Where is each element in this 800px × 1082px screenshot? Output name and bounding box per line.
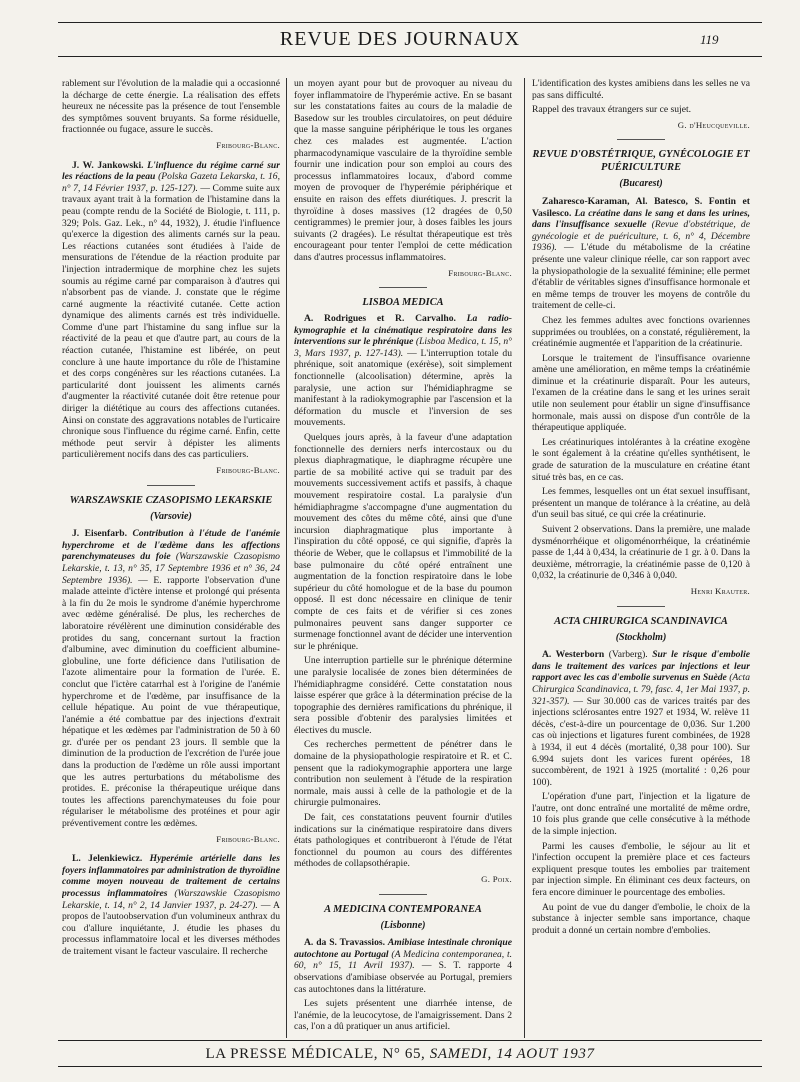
- section-divider: [617, 139, 665, 140]
- signature: Fribourg-Blanc.: [216, 833, 280, 844]
- article-title: Sur le risque d'embolie dans le traitement des varices par injections et leur rapport avec les cas d'embolie survenus en Suède: [532, 649, 750, 684]
- section-city: (Varsovie): [150, 510, 192, 522]
- header-rule-top: [58, 22, 762, 23]
- column-divider-1: [286, 78, 287, 1038]
- article-title: Amibiase intestinale chronique autochtone au Portugal: [294, 937, 512, 960]
- article-author: Zaharesco-Karaman, Al. Batesco, S. Fontin et Vasilesco.: [532, 195, 750, 219]
- page-title: REVUE DES JOURNAUX: [279, 28, 521, 50]
- paragraph: Suivent 2 observations. Dans la première, une malade dysménorrhéique et oligoménorrhéique, la créatinémie passe de 1,44 à 0,434, la créatinurie de 1 gr. à 0. Dans la deuxième, métrorragie, la créatinémie passe de 0,120 à 0,032, la créatinurie de 0,346 à 0,040.: [532, 524, 750, 582]
- paragraph: — E. rapporte l'observation d'une malade atteinte d'ictère intense et prolongé qui présenta à la fin du 2e mois le syndrome d'anémie hyperchrome avec œdème généralisé. De plus, les recherches de laboratoire révélèrent une diminution considérable des protides du sang, concernant surtout la fraction d'albumine, avec diminution du coefficient albumine-globuline, une forte déficience dans l'utilisation de l'azote alimentaire pour la formation de l'urée. E. conclut que l'ictère catarrhal est à l'origine de l'anémie hyperchrome et de l'œdème, par insuffisance de la cellule hépatique. Au point de vue thérapeutique, l'anémie a été combattue par des injections d'extrait hépatique et les œdèmes par l'administration de 50 à 60 gr. d'urée per os pendant 23 jours. Il semble que la diminution de la production de l'excrétion de l'urée joue dans la production de l'œdème un rôle aussi important que les autres perturbations du métabolisme des protides. E. préconise la thérapeutique uréique dans toutes les affections parenchymateuses du foie pour régulariser le métabolisme des protéines et pour agir préventivement contre les œdèmes.: [62, 574, 280, 830]
- article-heading: [62, 853, 280, 957]
- paragraph: Ces recherches permettent de pénétrer dans le domaine de la physiopathologie respiratoire et R. et C. pensent que la radiokymographie apportera une large contribution non seulement à l'étude de la respiration normale, mais aussi à celle de la pathologie et de la chirurgie pulmonaires.: [294, 739, 512, 809]
- section-city: (Stockholm): [615, 631, 667, 643]
- article-heading: [532, 649, 750, 788]
- paragraph: — Sur 30.000 cas de varices traités par des injections sclérosantes entre 1927 et 1934, W. relève 11 décès, c'est-à-dire un pourcentage de 0,036. Sur 1.200 cas où injections et ligatures furent combinées, de 1928 à 1934, il eut 4 décès (mortalité, 0,38 pour 100). Sur 6.994 sujets dont les varices furent opérées, 18 succombèrent, de 1921 à 1925 (mortalité : 0,26 pour 100).: [532, 695, 750, 788]
- paragraph: Quelques jours après, à la faveur d'une adaptation fonctionnelle des derniers nerfs intercostaux ou du plexus diaphragmatique, le diaphragme récupère une partie de sa mobilité active qui se traduit par des mouvements successivement actifs et passifs, à chaque mouvement respiratoire costal. La paralysie d'un hémidiaphragme s'accompagne d'une augmentation du mouvement des côtes du même côté, ainsi que d'une incursion diaphragmatique plus importante à l'inspiration du côté opposé, ce qui signifie, d'après la théorie de Weber, que le collapsus et l'immobilité de la base pulmonaire du côté opéré entraînent une augmentation de la fonction respiratoire dans le lobe supérieur du côté homologue et de la base du poumon opposé. Il est donc nécessaire en clinique de tenir compte de ces faits et de vérifier si ces zones pulmonaires peuvent sans danger supporter ce surmenage fonctionnel avant de décider une intervention sur le phrénique.: [294, 432, 512, 652]
- article-title: Hyperémie artérielle dans les foyers inflammatoires par administration de thyroïdine comme moyen nouveau de traitement de certains processus inflammatoires: [62, 853, 280, 899]
- article-source: (Acta Chirurgica Scandinavica, t. 79, fasc. 4, 1er Mai 1937, p. 321-357).: [532, 672, 750, 707]
- column-divider-2: [524, 78, 525, 1038]
- article-title: Contribution à l'étude de l'anémie hyperchrome et de l'œdème dans les affections parenchymateuses du foie: [62, 528, 280, 563]
- article-source: (A Medicina contemporanea, t. 60, n° 15, 11 Avril 1937).: [294, 948, 512, 972]
- article-source: (Revue d'obstétrique, de gynécologie et de puériculture, t. 6, n° 4, Décembre 1936).: [532, 219, 750, 254]
- section-title: LISBOA MEDICA: [362, 297, 444, 309]
- article-author: A. Westerborn: [542, 649, 605, 661]
- article-author-note: (Varberg).: [608, 649, 648, 661]
- signature: Fribourg-Blanc.: [216, 139, 280, 150]
- article-heading: [532, 196, 750, 312]
- paragraph: Rappel des travaux étrangers sur ce sujet.: [532, 104, 692, 116]
- article-author: J. W. Jankowski.: [72, 159, 144, 171]
- paragraph: Lorsque le traitement de l'insuffisance ovarienne amène une amélioration, en même temps la créatinémie diminue et la créatinurie disparaît. Pour les auteurs, l'examen de la créatine dans le sang et les urines serait utile non seulement pour établir un signe d'insuffisance hormonale, mais aussi on dispose d'un contrôle de la thérapeutique appliquée.: [532, 352, 750, 434]
- column-3: [532, 78, 750, 1038]
- paragraph: Parmi les causes d'embolie, le séjour au lit et l'infection occupent la première place et ces facteurs expliquent presque toutes les embolies par traitement par injection simple. En éliminant ces deux facteurs, on fera encore diminuer le pourcentage des embolies.: [532, 840, 750, 899]
- signature: G. d'Heucqueville.: [677, 119, 750, 130]
- footer: [0, 1046, 800, 1063]
- article-author: J. Eisenfarb.: [72, 528, 128, 540]
- section-divider: [617, 606, 665, 607]
- paragraph: Au point de vue du danger d'embolie, le choix de la substance à injecter semble sans importance, chaque produit a donné un certain nombre d'embolies.: [532, 901, 750, 936]
- header-rule-bottom: [58, 56, 762, 57]
- paragraph: — Comme suite aux travaux ayant trait à la formation de l'histamine dans la peau (compte rendu de la Société de Biologie, t. 111, p. 329; Pols. Gaz. Lek., n° 44, 1932), J. étudie l'influence qu'exerce la digestion des aliments carnés sur la peau. Les réactions cutanées sont étudiées à l'aide de mensurations de l'étendue de la réaction produite par l'injection intradermique de morphine chez les sujets soumis au régime carné par comparaison à d'autres qui n'absorbent pas de viande. J. constate que le régime carné augmente la réactivité cutanée. Cette action dynamique des aliments carnés est très individuelle. Comme d'une part l'histamine du sang influe sur la réactivité de la peau et que d'autre part, au cours de la réaction cutanée, l'histamine est libérée, on peut conclure à une haute importance du rôle de l'histamine et des corps congénères sur les réactions cutanées. La particularité dont jouissent les aliments carnés d'augmenter la réactivité cutanée doit être retenue pour diriger la diététique au cours des affections cutanées. Ainsi on constate des aggravations notables de l'urticaire chronique sous l'influence du régime carné. Enfin, cette méthode peut servir à dépister les aliments particulièrement nocifs dans des cas particuliers.: [62, 182, 280, 461]
- signature: Henri Krauter.: [690, 585, 750, 596]
- paragraph: — S. T. rapporte 4 observations d'amibiase observée au Portugal, premiers cas autochtones dans la littérature.: [294, 960, 512, 995]
- section-title: WARSZAWSKIE CZASOPISMO LEKARSKIE: [69, 494, 273, 506]
- footer-rule-top: [58, 1040, 762, 1041]
- column-2: [294, 78, 512, 1038]
- paragraph: L'identification des kystes amibiens dans les selles ne va pas sans difficulté.: [532, 78, 750, 101]
- paragraph: — L'interruption totale du phrénique, soit anatomique (exérèse), soit simplement fonctionnelle (alcoolisation) détermine, après la paralysie, une action sur l'hémidiaphragme se manifestant à la radiokymographie par l'ascension et la déformation du muscle et l'inversion de ses mouvements.: [294, 347, 512, 429]
- footer-day: SAMEDI,: [429, 1046, 492, 1062]
- section-city: (Lisbonne): [380, 919, 426, 931]
- article-heading: [294, 313, 512, 429]
- footer-rule-bottom: [58, 1066, 762, 1067]
- footer-journal: LA PRESSE MÉDICALE, N°: [205, 1046, 401, 1062]
- paragraph: — A propos de l'autoobservation d'un volumineux anthrax du cou d'allure inquiétante, J. étudie les phases du processus inflammatoire local et les diverses méthodes de traitement visant le facteur vasculaire. Il recherche: [62, 899, 280, 957]
- signature: G. Poix.: [481, 874, 512, 884]
- article-author: L. Jelenkiewicz.: [72, 853, 143, 865]
- paragraph: Les femmes, lesquelles ont un état sexuel insuffisant, présentent un manque de tolérance à la créatine, au delà d'un seuil bas situé, ce qui crée la créatinurie.: [532, 486, 750, 521]
- article-author: A. Rodrigues et R. Carvalho.: [304, 313, 456, 325]
- paragraph: L'opération d'une part, l'injection et la ligature de l'autre, ont donc entraîné une mortalité de même ordre, 10 fois plus grande que celle consécutive à la méthode de la simple injection.: [532, 791, 750, 838]
- section-divider: [379, 894, 427, 895]
- article-title: La créatine dans le sang et dans les urines, dans l'insuffisance sexuelle: [532, 207, 750, 231]
- paragraph: Les créatinuriques intolérantes à la créatine exogène le sont également à la créatine qu'elles synthétisent, le grade de saturation de la musculature en créatine étant situé très bas, en ce cas.: [532, 436, 750, 483]
- footer-date: 14 AOUT 1937: [496, 1046, 595, 1062]
- paragraph: un moyen ayant pour but de provoquer au niveau du foyer inflammatoire de l'hyperémie active. En se basant sur les constatations faites au cours de la maladie de Basedow sur les troubles circulatoires, on peut déduire que la masse sanguine périphérique le tous les organes chez ces malades est augmentée. L'action pharmacodynamique vasculaire de la thyroïdine semble fournir une indication pour son emploi au cours des processus inflammatoires locaux, d'abord comme moyen de provoquer de l'hyperémie périphérique et ensuite en raison des effets diurétiques. J. prescrit la thyroïdine à doses massives (12 dragées de 0,50 centigrammes) le premier jour, à doses faibles les jours suivants (2 dragées). Le résultat thérapeutique est très encourageant pour tenter l'emploi de cette médication dans d'autres processus inflammatoires.: [294, 78, 512, 263]
- page-number: 119: [700, 32, 719, 47]
- article-source: (Warszawskie Czasopismo Lekarskie, t. 14, n° 2, 14 Janvier 1937, p. 24-27).: [62, 888, 280, 911]
- article-heading: [294, 937, 512, 995]
- article-title: La radio-kymographie et la cinématique respiratoire dans les interventions sur le phrénique: [294, 313, 512, 348]
- section-city: (Bucarest): [619, 178, 663, 190]
- article-heading: [62, 528, 280, 829]
- section-title: A MEDICINA CONTEMPORANEA: [324, 903, 482, 915]
- signature: Fribourg-Blanc.: [216, 465, 280, 475]
- article-title: L'influence du régime carné sur les réactions de la peau: [62, 159, 280, 183]
- paragraph: Une interruption partielle sur le phrénique détermine une paralysie localisée de zones bien déterminées de l'hémidiaphragme considéré. Cette constatation nous laisse espérer que grâce à la détermination précise de la topographie des dernières ramifications du phrénique, il sera possible d'obtenir des paralysies limitées et électives du muscle.: [294, 655, 512, 736]
- section-title: ACTA CHIRURGICA SCANDINAVICA: [554, 615, 728, 627]
- column-1: [62, 78, 280, 1038]
- signature: Fribourg-Blanc.: [448, 267, 512, 278]
- article-source: (Warszawskie Czasopismo Lekarskie, t. 13, n° 35, 17 Septembre 1936 et n° 36, 24 Septembre 1936).: [62, 551, 280, 586]
- article-heading: [62, 160, 280, 461]
- article-author: A. da S. Travassios.: [304, 937, 386, 949]
- paragraph: De fait, ces constatations peuvent fournir d'utiles indications sur la cinématique respiratoire dans divers états pathologiques et contribueront à l'étude de l'état fonctionnel du poumon au cours des différentes méthodes de collapsothérapie.: [294, 812, 512, 870]
- section-divider: [147, 485, 195, 486]
- section-divider: [379, 287, 427, 288]
- footer-issue: 65,: [404, 1046, 426, 1062]
- paragraph: Les sujets présentent une diarrhée intense, de l'anémie, de la leucocytose, de l'amaigrissement. Dans 2 cas, l'on a dû pratiquer un anus artificiel.: [294, 998, 512, 1033]
- paragraph: — L'étude du métabolisme de la créatine présente une valeur clinique réelle, car son rapport avec la physiopathologie de la sexualité féminine; elle permet d'établir de véritables signes d'insuffisance hormonale et en même temps de trouver les moyens de contrôle du traitement de celle-ci.: [532, 242, 750, 312]
- section-title: REVUE D'OBSTÉTRIQUE, GYNÉCOLOGIE ET PUÉRICULTURE: [532, 149, 750, 174]
- paragraph: Chez les femmes adultes avec fonctions ovariennes supprimées ou troublées, on a constaté, régulièrement, la créatinémie augmentée et l'apparition de la créatinurie.: [532, 314, 750, 350]
- paragraph: rablement sur l'évolution de la maladie qui a occasionné la décharge de cette énergie. La réalisation des effets heureux ne nécessite pas la présence de tout l'ensemble des symptômes souvent bruyants. Sa forme résiduelle, fractionnée ou fugace, assure le succès.: [62, 78, 280, 136]
- article-source: (Polska Gazeta Lekarska, t. 16, n° 7, 14 Février 1937, p. 125-127).: [62, 171, 280, 194]
- article-source: (Lisboa Medica, t. 15, n° 3, Mars 1937, p. 127-143).: [294, 336, 512, 359]
